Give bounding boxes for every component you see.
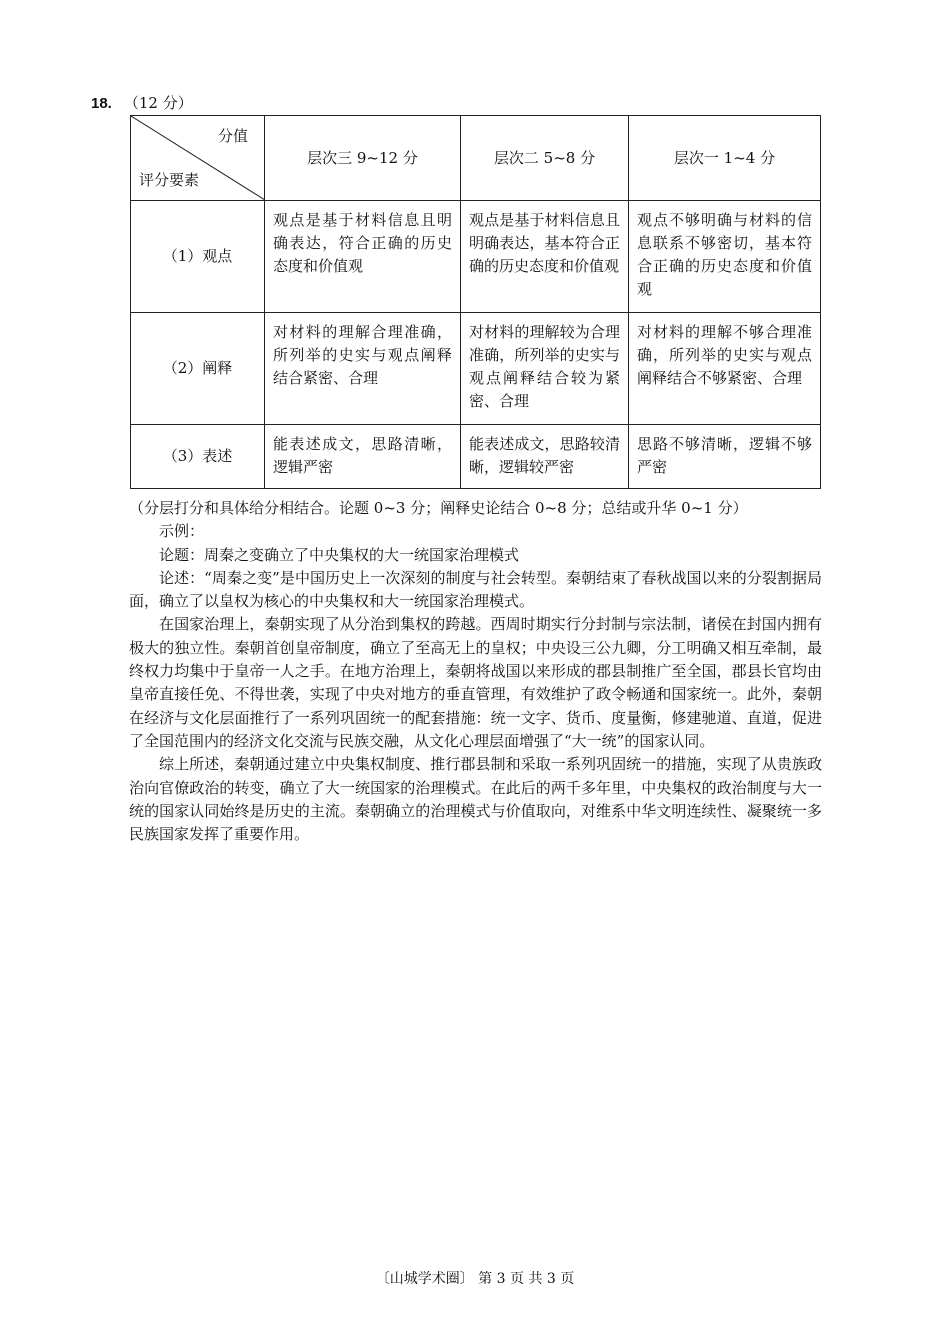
table-header-row bbox=[131, 116, 821, 201]
level-two-header: 层次二 5~8 分 bbox=[461, 116, 629, 201]
criterion-label: （3）表述 bbox=[131, 425, 265, 489]
level-one-header: 层次一 1~4 分 bbox=[629, 116, 821, 201]
paragraph: 综上所述，秦朝通过建立中央集权制度、推行郡县制和采取一系列巩固统一的措施，实现了从贵族政治向官僚政治的转变，确立了大一统国家的治理模式。在此后的两千多年里，中央集权的政治制度与大一统的国家认同始终是历史的主流。秦朝确立的治理模式与价值取向，对维系中华文明连续性、凝聚统一多民族国家发挥了重要作用。 bbox=[129, 755, 822, 844]
table-cell: 对材料的理解较为合理准确，所列举的史实与观点阐释结合较为紧密、合理 bbox=[461, 313, 629, 425]
table-cell: 能表述成文，思路较清晰，逻辑较严密 bbox=[461, 425, 629, 489]
example-label: 示例： bbox=[159, 522, 205, 541]
table-cell: 对材料的理解合理准确，所列举的史实与观点阐释结合紧密、合理 bbox=[265, 313, 461, 425]
question-number: 18. bbox=[91, 95, 112, 112]
table-cell: 观点不够明确与材料的信息联系不够密切，基本符合正确的历史态度和价值观 bbox=[629, 201, 821, 313]
answer-body bbox=[129, 497, 822, 846]
table-cell: 观点是基于材料信息且明确表达，基本符合正确的历史态度和价值观 bbox=[461, 201, 629, 313]
table-cell: 对材料的理解不够合理准确，所列举的史实与观点阐释结合不够紧密、合理 bbox=[629, 313, 821, 425]
table-row bbox=[131, 313, 821, 425]
scoring-note: （分层打分和具体给分相结合。论题 0~3 分；阐释史论结合 0~8 分；总结或升华 0~1 分） bbox=[129, 499, 748, 517]
page-footer: 〔山城学术圈〕 第 3 页 共 3 页 bbox=[375, 1271, 575, 1287]
table-row bbox=[131, 201, 821, 313]
scoring-rubric-table bbox=[130, 115, 821, 489]
score-header-label: 分值 bbox=[217, 127, 248, 145]
diagonal-header-cell bbox=[131, 116, 265, 201]
level-three-header: 层次三 9~12 分 bbox=[265, 116, 461, 201]
table-cell: 观点是基于材料信息且明确表达，符合正确的历史态度和价值观 bbox=[265, 201, 461, 313]
criterion-label: （2）阐释 bbox=[131, 313, 265, 425]
table-row bbox=[131, 425, 821, 489]
thesis-line: 论题：周秦之变确立了中央集权的大一统国家治理模式 bbox=[159, 545, 520, 564]
paragraph: 在国家治理上，秦朝实现了从分治到集权的跨越。西周时期实行分封制与宗法制，诸侯在封国内拥有极大的独立性。秦朝首创皇帝制度，确立了至高无上的皇权；中央设三公九卿，分工明确又相互牵制，最终权力均集中于皇帝一人之手。在地方治理上，秦朝将战国以来形成的郡县制推广至全国，郡县长官均由皇帝直接任免、不得世袭，实现了中央对地方的垂直管理，有效维护了政令畅通和国家统一。此外，秦朝在经济与文化层面推行了一系列巩固统一的配套措施：统一文字、货币、度量衡，修建驰道、直道，促进了全国范围内的经济文化交流与民族交融，从文化心理层面增强了“大一统”的国家认同。 bbox=[129, 615, 822, 750]
criterion-label: （1）观点 bbox=[131, 201, 265, 313]
table-cell: 能表述成文，思路清晰，逻辑严密 bbox=[265, 425, 461, 489]
question-header bbox=[91, 92, 193, 113]
criteria-header-label: 评分要素 bbox=[139, 171, 200, 189]
paragraph: 论述：“周秦之变”是中国历史上一次深刻的制度与社会转型。秦朝结束了春秋战国以来的分裂割据局面，确立了以皇权为核心的中央集权和大一统国家治理模式。 bbox=[129, 568, 822, 611]
question-points: （12 分） bbox=[123, 94, 193, 112]
table-cell: 思路不够清晰，逻辑不够严密 bbox=[629, 425, 821, 489]
